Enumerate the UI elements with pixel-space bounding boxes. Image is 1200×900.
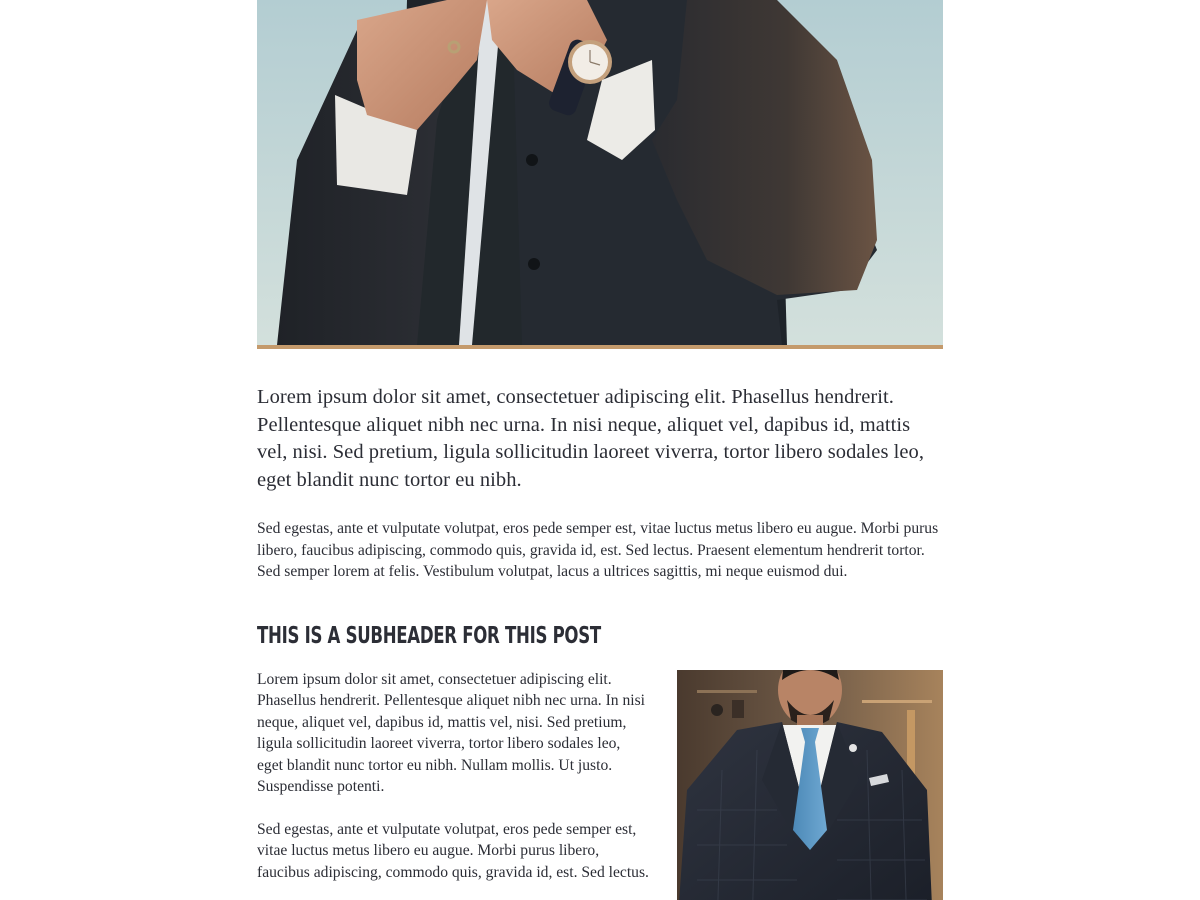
post-subheader: THIS IS A SUBHEADER FOR THIS POST xyxy=(257,622,601,649)
hero-image xyxy=(257,0,943,345)
side-image xyxy=(677,670,943,900)
text-with-image-section xyxy=(257,669,943,900)
hero-divider xyxy=(257,345,943,349)
body-paragraph: Lorem ipsum dolor sit amet, consectetuer adipiscing elit. Phasellus hendrerit. Pellentesque aliquet nibh nec urna. In nisi neque, aliquet vel, dapibus id, mattis vel, nisi. Sed pretium, ligula sollicitudin laoreet viverra, tortor libero sodales leo, eget blandit nunc tortor eu nibh. Nullam mollis. Ut justo. Suspendisse potenti. xyxy=(257,670,646,795)
man-adjusting-jacket-photo xyxy=(257,0,943,345)
article xyxy=(257,0,943,900)
body-paragraph: Sed egestas, ante et vulputate volutpat, eros pede semper est, vitae luctus metus libero eu augue. Morbi purus libero, faucibus adipiscing, commodo quis, gravida id, est. Sed lectus. Praesent elementum hendrerit tortor. Sed semper lorem at felis. Vestibulum volutpat, lacus a ultrices sagittis, mi neque euismod dui. xyxy=(257,520,939,580)
text-column xyxy=(257,669,649,900)
lead-paragraph: Lorem ipsum dolor sit amet, consectetuer adipiscing elit. Phasellus hendrerit. Pellentesque aliquet nibh nec urna. In nisi neque, aliquet vel, dapibus id, mattis vel, nisi. Sed pretium, ligula sollicitudin laoreet viverra, tortor libero sodales leo, eget blandit nunc tortor eu nibh. xyxy=(257,386,925,491)
body-paragraph: Sed egestas, ante et vulputate volutpat, eros pede semper est, vitae luctus metus libero eu augue. Morbi purus libero, faucibus adipiscing, commodo quis, gravida id, est. Sed lectus. xyxy=(257,820,649,881)
man-in-suit-photo xyxy=(677,670,943,900)
